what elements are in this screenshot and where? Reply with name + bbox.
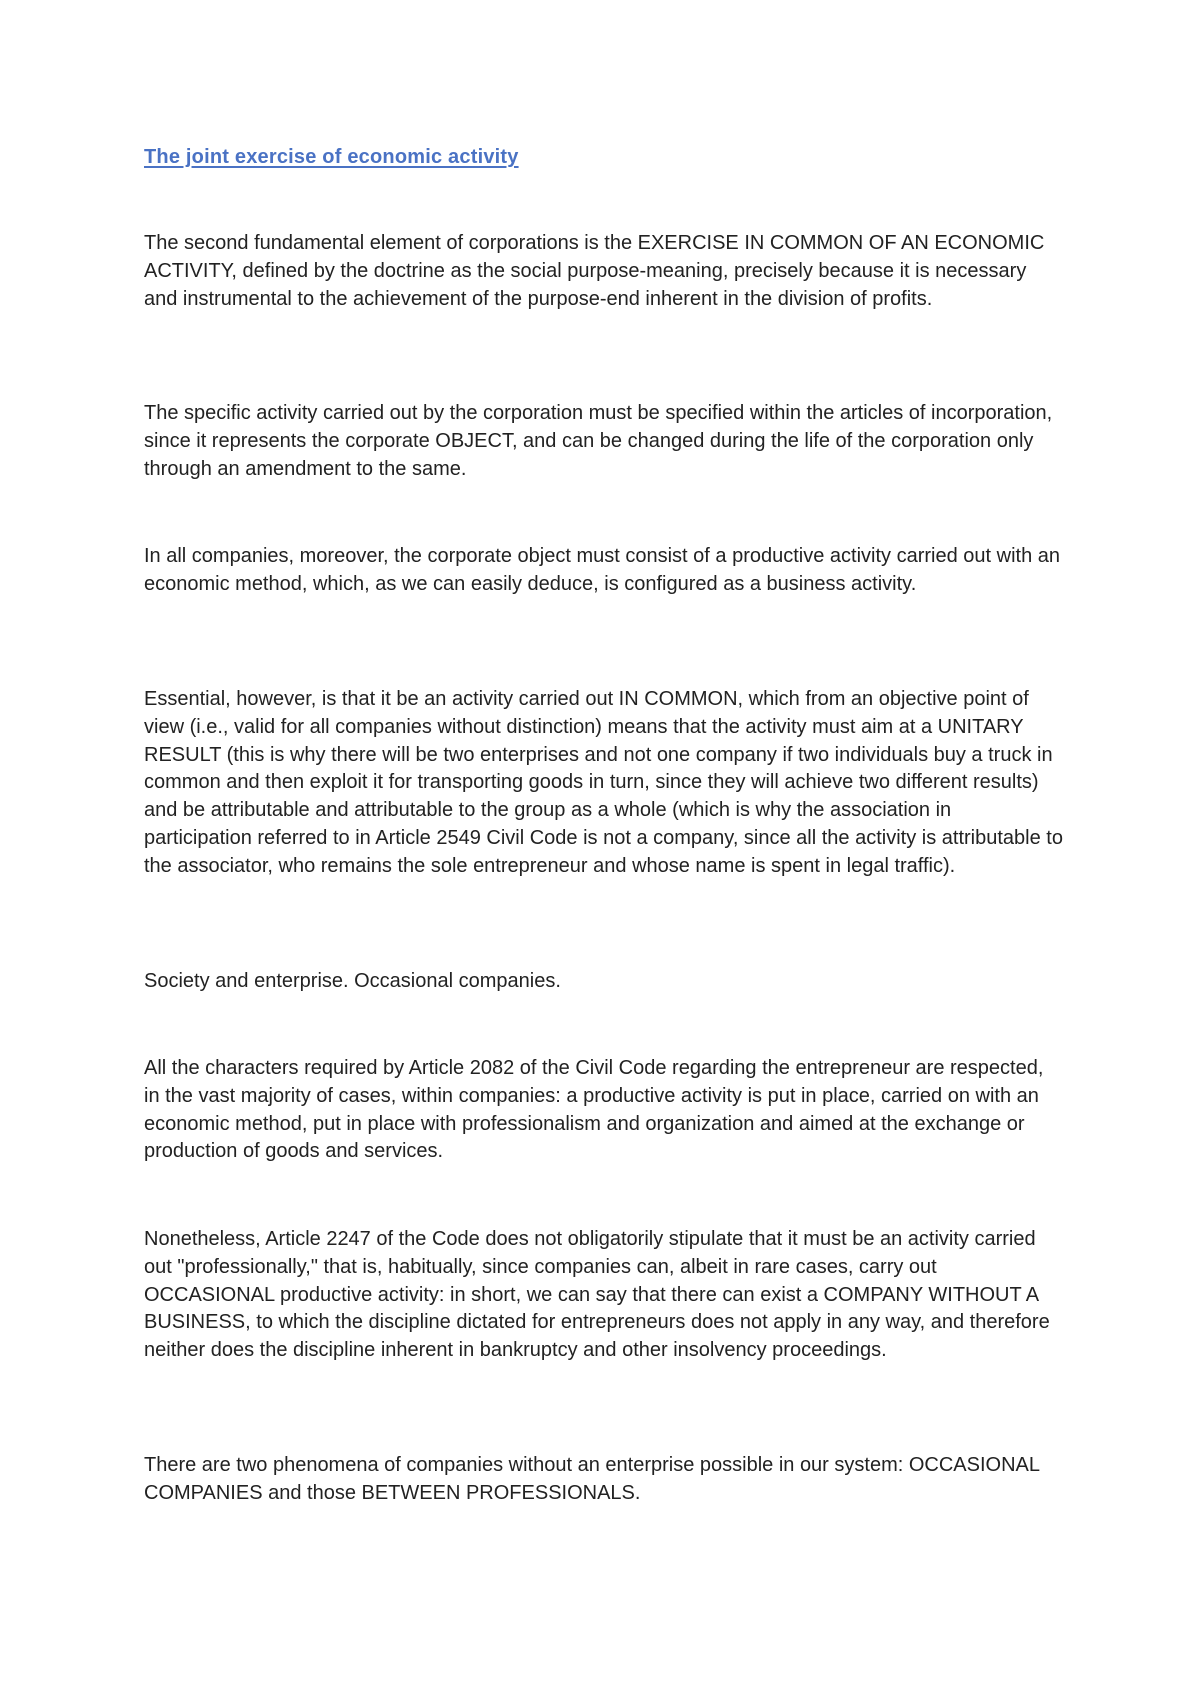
paragraph-article-2082: All the characters required by Article 2082 of the Civil Code regarding the entrepreneur are respected, in the vast majority of cases, within companies: a productive activity is put in place, carried on with an economic method, put in place with professionalism and organization and aimed at the exchange or production of goods and services. <box>144 1057 1044 1163</box>
paragraph-two-phenomena: There are two phenomena of companies without an enterprise possible in our system: OCCASIONAL COMPANIES and those BETWEEN PROFESSIONALS. <box>144 1454 1040 1504</box>
paragraph-economic-activity: The second fundamental element of corporations is the EXERCISE IN COMMON OF AN ECONOMIC ACTIVITY, defined by the doctrine as the social purpose-meaning, precisely because it is necessary and instrumental to the achievement of the purpose-end inherent in the division of profits. <box>144 232 1045 310</box>
paragraph-in-common: Essential, however, is that it be an activity carried out IN COMMON, which from an objective point of view (i.e., valid for all companies without distinction) means that the activity must aim at a UNITARY RESULT (this is why there will be two enterprises and not one company if two individuals buy a truck in common and then exploit it for transporting goods in turn, since they will achieve two different results) and be attributable and attributable to the group as a whole (which is why the association in participation referred to in Article 2549 Civil Code is not a company, since all the activity is attributable to the associator, who remains the sole entrepreneur and whose name is spent in legal traffic). <box>144 688 1063 877</box>
paragraph-corporate-object: The specific activity carried out by the corporation must be specified within the articles of incorporation, since it represents the corporate OBJECT, and can be changed during the life of the corporation only through an amendment to the same. <box>144 402 1053 480</box>
document-title-link[interactable]: The joint exercise of economic activity <box>144 146 519 168</box>
paragraph-article-2247: Nonetheless, Article 2247 of the Code does not obligatorily stipulate that it must be an activity carried out "professionally," that is, habitually, since companies can, albeit in rare cases, carry out OCCASIONAL productive activity: in short, we can say that there can exist a COMPANY WITHOUT A BUSINESS, to which the discipline dictated for entrepreneurs does not apply in any way, and therefore neither does the discipline inherent in bankruptcy and other insolvency proceedings. <box>144 1228 1050 1362</box>
paragraph-productive-activity: In all companies, moreover, the corporate object must consist of a productive activity carried out with an economic method, which, as we can easily deduce, is configured as a business activity. <box>144 545 1060 595</box>
document-page <box>144 0 1064 1698</box>
section-heading-society-enterprise: Society and enterprise. Occasional companies. <box>144 970 561 992</box>
